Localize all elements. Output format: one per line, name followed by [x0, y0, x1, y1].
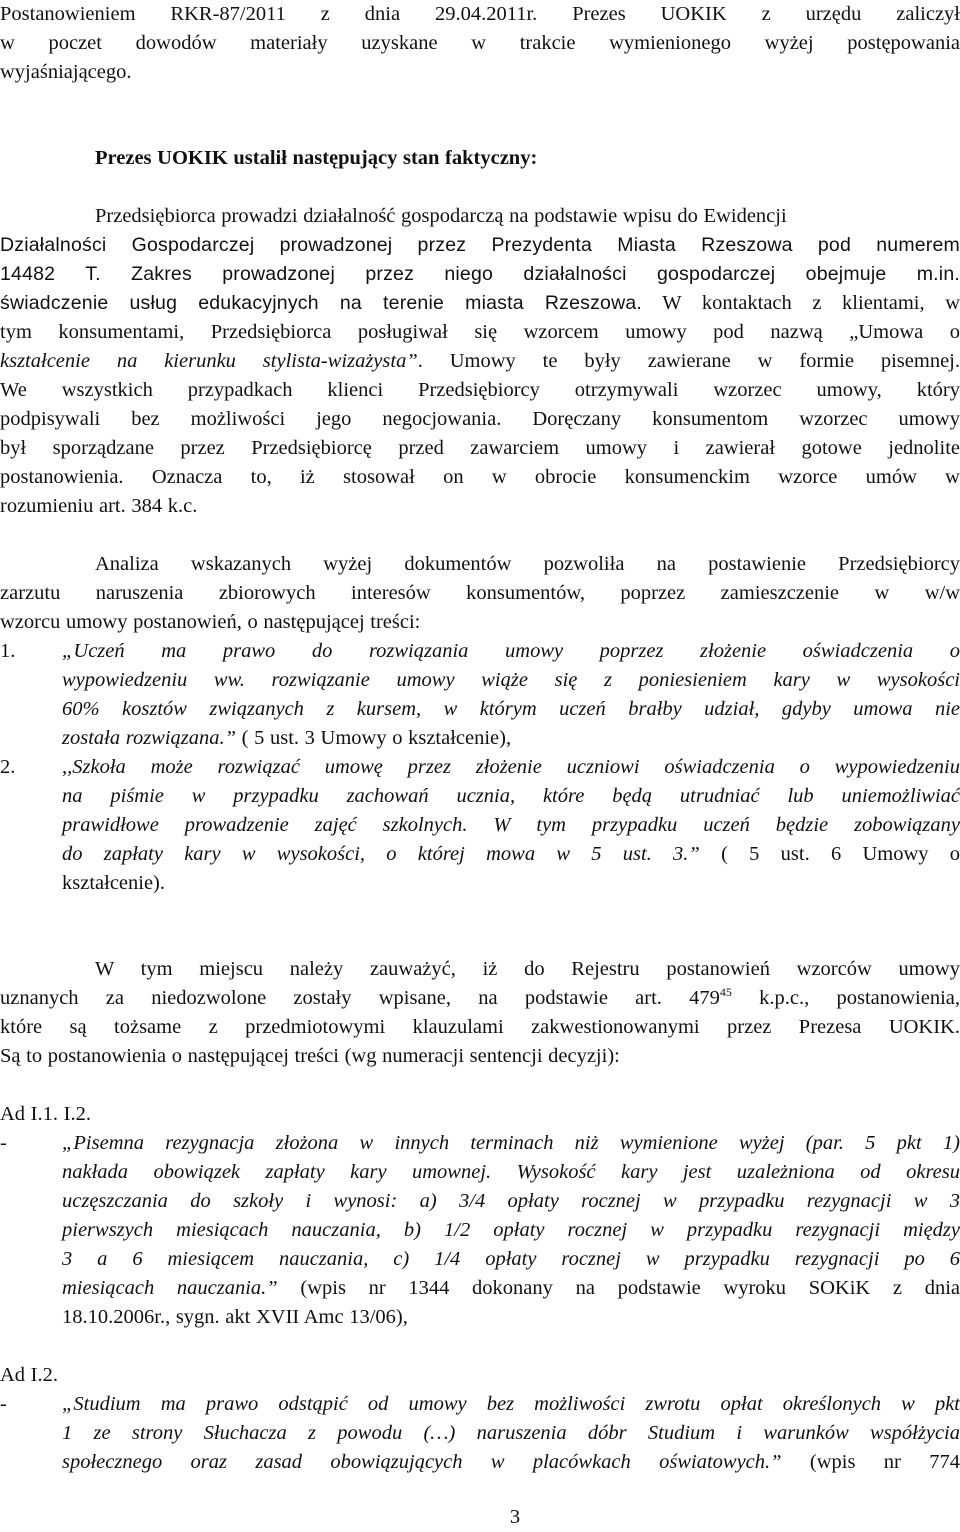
clause-1-line-1: „Uczeń ma prawo do rozwiązania umowy poprzez złożenie oświadczenia o: [62, 640, 960, 662]
facts-line-2: Działalności Gospodarczej prowadzonej przez Prezydenta Miasta Rzeszowa pod numerem: [0, 234, 960, 256]
ad-heading-2: Ad I.2.: [0, 1364, 59, 1386]
list-number-2: 2.: [0, 756, 16, 778]
page-number: 3: [509, 1506, 521, 1528]
clause-2-line-4: do zapłaty kary w wysokości, o której mowa w 5 ust. 3.” ( 5 ust. 6 Umowy o: [62, 843, 960, 865]
dash-marker-2: -: [0, 1393, 7, 1415]
article-superscript: 45: [719, 985, 732, 999]
intro-line-3: wyjaśniającego.: [0, 61, 132, 83]
register-entry-2-line-2: 1 ze strony Słuchacza z powodu (…) naruszenia dóbr Studium i warunków współżycia: [62, 1422, 960, 1444]
facts-line-1: Przedsiębiorca prowadzi działalność gospodarczą na podstawie wpisu do Ewidencji: [95, 205, 787, 227]
clause-1-line-4: została rozwiązana.” ( 5 ust. 3 Umowy o kształcenie),: [62, 727, 512, 749]
facts-line-3: 14482 T. Zakres prowadzonej przez niego działalności gospodarczej obejmuje m.in.: [0, 263, 960, 285]
register-entry-2-line-1: „Studium ma prawo odstąpić od umowy bez możliwości zwrotu opłat określonych w pkt: [62, 1393, 960, 1415]
ad-heading-1: Ad I.1. I.2.: [0, 1103, 91, 1125]
register-entry-1-line-7: 18.10.2006r., sygn. akt XVII Amc 13/06),: [62, 1306, 408, 1328]
register-entry-1-line-1: „Pisemna rezygnacja złożona w innych terminach niż wymienione wyżej (par. 5 pkt 1): [62, 1132, 960, 1154]
intro-line-1: Postanowieniem RKR-87/2011 z dnia 29.04.2011r. Prezes UOKIK z urzędu zaliczył: [0, 3, 960, 25]
facts-line-5: tym konsumentami, Przedsiębiorca posługiwał się wzorcem umowy pod nazwą „Umowa o: [0, 321, 960, 343]
section-heading: Prezes UOKIK ustalił następujący stan faktyczny:: [95, 147, 538, 169]
register-line-1: W tym miejscu należy zauważyć, iż do Rejestru postanowień wzorców umowy: [95, 958, 960, 980]
register-line-3: które są tożsame z przedmiotowymi klauzulami zakwestionowanymi przez Prezesa UOKIK.: [0, 1016, 960, 1038]
clause-2-line-1: ,,Szkoła może rozwiązać umowę przez złożenie uczniowi oświadczenia o wypowiedzeniu: [62, 756, 960, 778]
analysis-line-3: wzorcu umowy postanowień, o następującej treści:: [0, 611, 421, 633]
facts-line-4: świadczenie usług edukacyjnych na terenie miasta Rzeszowa. W kontaktach z klientami, w: [0, 292, 960, 314]
clause-1-line-2: wypowiedzeniu ww. rozwiązanie umowy wiąże się z poniesieniem kary w wysokości: [62, 669, 960, 691]
facts-line-10: postanowienia. Oznacza to, iż stosował on w obrocie konsumenckim wzorce umów w: [0, 466, 960, 488]
register-entry-1-line-4: pierwszych miesiącach nauczania, b) 1/2 opłaty rocznej w przypadku rezygnacji między: [62, 1219, 960, 1241]
facts-line-8: podpisywali bez możliwości jego negocjowania. Doręczany konsumentom wzorzec umowy: [0, 408, 960, 430]
register-entry-1-line-3: uczęszczania do szkoły i wynosi: a) 3/4 opłaty rocznej w przypadku rezygnacji w 3: [62, 1190, 960, 1212]
list-number-1: 1.: [0, 640, 16, 662]
clause-1-line-3: 60% kosztów związanych z kursem, w którym uczeń brałby udział, gdyby umowa nie: [62, 698, 960, 720]
register-entry-2-line-3: społecznego oraz zasad obowiązujących w placówkach oświatowych.” (wpis nr 774: [62, 1451, 960, 1473]
clause-2-line-3: prawidłowe prowadzenie zajęć szkolnych. W tym przypadku uczeń będzie zobowiązany: [62, 814, 960, 836]
clause-2-line-5: kształcenie).: [62, 872, 166, 894]
analysis-line-2: zarzutu naruszenia zbiorowych interesów konsumentów, poprzez zamieszczenie w w/w: [0, 582, 960, 604]
register-entry-1-line-2: nakłada obowiązek zapłaty kary umownej. Wysokość kary jest uzależniona od okresu: [62, 1161, 960, 1183]
register-line-4: Są to postanowienia o następującej treści (wg numeracji sentencji decyzji):: [0, 1045, 620, 1067]
dash-marker-1: -: [0, 1132, 7, 1154]
register-line-2: uznanych za niedozwolone zostały wpisane, na podstawie art. $479^{45}$ k.p.c., postanowienia,: [0, 985, 960, 1009]
clause-2-line-2: na piśmie w przypadku zachowań ucznia, które będą utrudniać lub uniemożliwiać: [62, 785, 960, 807]
intro-line-2: w poczet dowodów materiały uzyskane w trakcie wymienionego wyżej postępowania: [0, 32, 960, 54]
analysis-line-1: Analiza wskazanych wyżej dokumentów pozwoliła na postawienie Przedsiębiorcy: [95, 553, 960, 575]
register-entry-1-line-6: miesiącach nauczania.” (wpis nr 1344 dokonany na podstawie wyroku SOKiK z dnia: [62, 1277, 960, 1299]
facts-line-6: kształcenie na kierunku stylista-wizażysta”. Umowy te były zawierane w formie pisemnej.: [0, 350, 960, 372]
register-entry-1-line-5: 3 a 6 miesiącem nauczania, c) 1/4 opłaty rocznej w przypadku rezygnacji po 6: [62, 1248, 960, 1270]
facts-line-9: był sporządzane przez Przedsiębiorcę przed zawarciem umowy i zawierał gotowe jednolite: [0, 437, 960, 459]
facts-line-11: rozumieniu art. 384 k.c.: [0, 495, 198, 517]
facts-line-7: We wszystkich przypadkach klienci Przedsiębiorcy otrzymywali wzorzec umowy, który: [0, 379, 960, 401]
